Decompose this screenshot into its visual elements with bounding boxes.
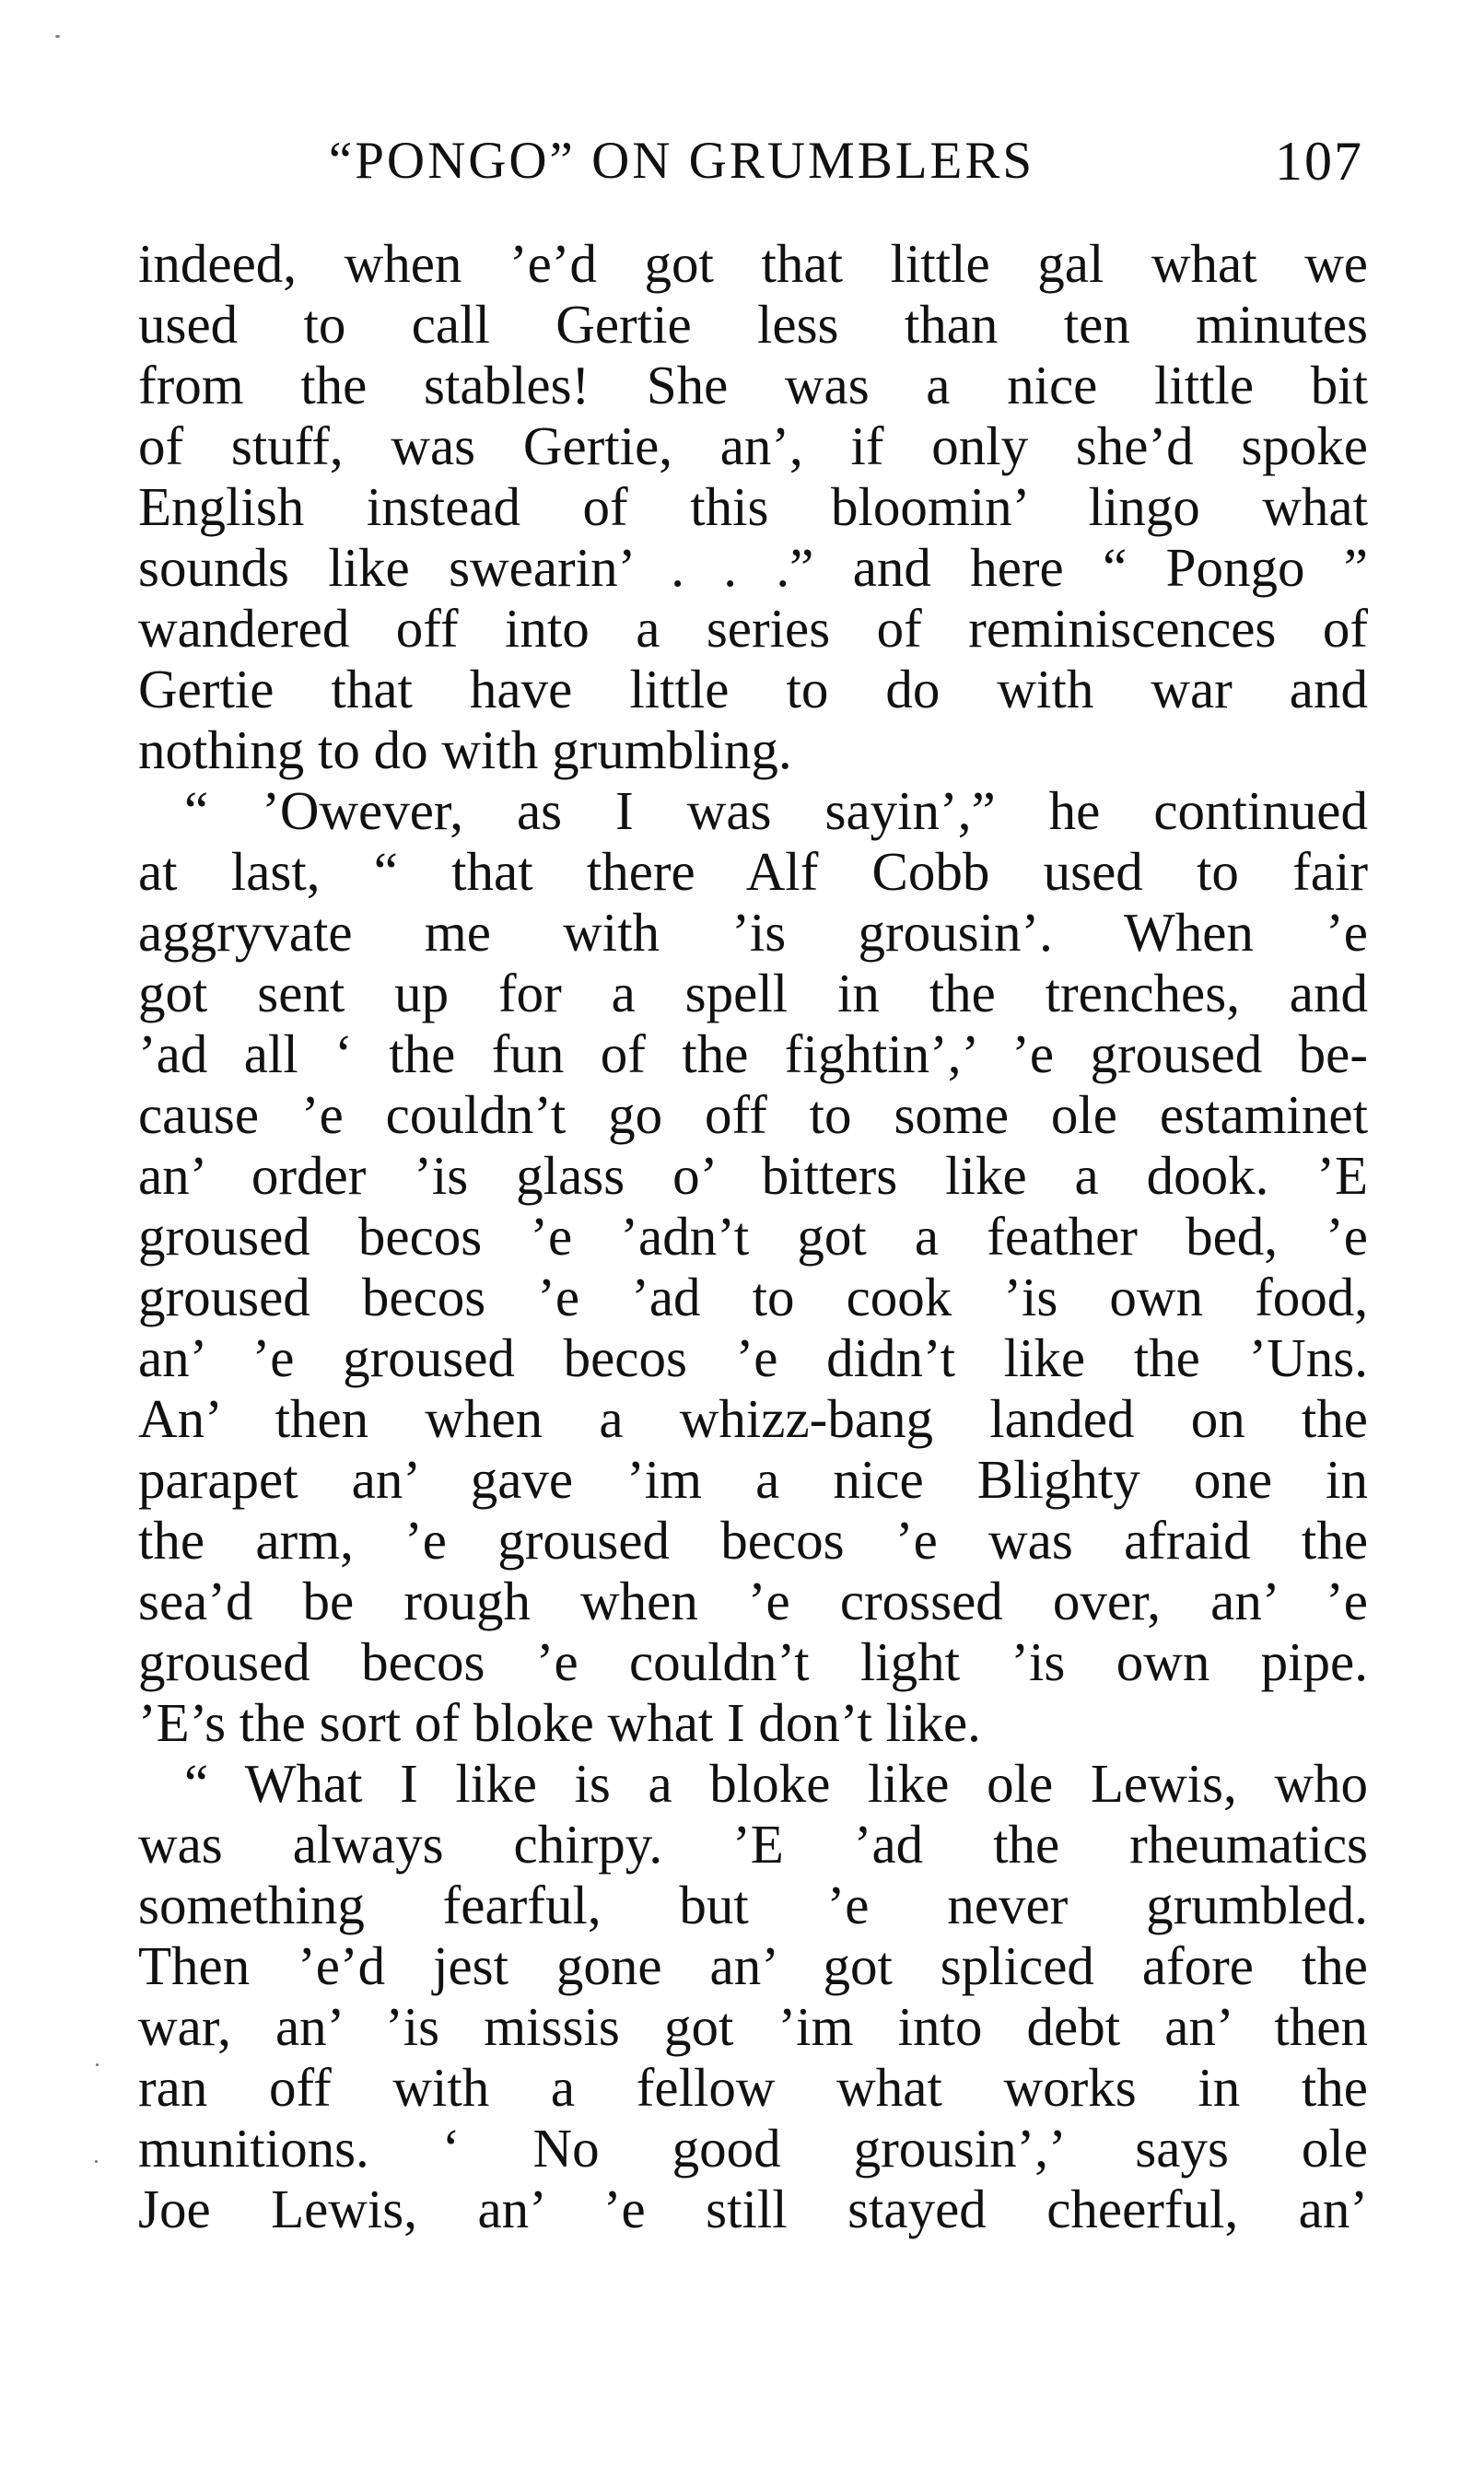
text-line: ’ad all ‘ the fun of the fightin’,’ ’e groused be-	[138, 1023, 1368, 1084]
text-line: of stuff, was Gertie, an’, if only she’d spoke	[138, 415, 1368, 476]
text-line: parapet an’ gave ’im a nice Blighty one in	[138, 1449, 1368, 1510]
text-line: English instead of this bloomin’ lingo what	[138, 476, 1368, 537]
text-line: “ ’Owever, as I was sayin’,” he continued	[184, 780, 1368, 841]
text-line: “ What I like is a bloke like ole Lewis, who	[184, 1753, 1368, 1814]
paper-speck	[55, 35, 60, 38]
body-text	[138, 233, 1368, 2239]
text-line: got sent up for a spell in the trenches, and	[138, 963, 1368, 1023]
text-line: indeed, when ’e’d got that little gal what we	[138, 233, 1368, 294]
running-title: “PONGO” ON GRUMBLERS	[328, 132, 1035, 190]
text-line: the arm, ’e groused becos ’e was afraid the	[138, 1510, 1368, 1571]
text-line: Then ’e’d jest gone an’ got spliced afore the	[138, 1935, 1368, 1996]
text-line: groused becos ’e ’ad to cook ’is own food,	[138, 1267, 1368, 1327]
page-number: 107	[1275, 131, 1363, 192]
text-line: something fearful, but ’e never grumbled.	[138, 1875, 1368, 1935]
text-line: ’E’s the sort of bloke what I don’t like.	[138, 1692, 981, 1753]
text-line: was always chirpy. ’E ’ad the rheumatics	[138, 1814, 1368, 1875]
text-line: cause ’e couldn’t go off to some ole estaminet	[138, 1084, 1368, 1145]
text-line: Joe Lewis, an’ ’e still stayed cheerful, an’	[138, 2179, 1368, 2239]
text-line: sounds like swearin’ . . .” and here “ Pongo ”	[138, 537, 1368, 598]
text-line: munitions. ‘ No good grousin’,’ says ole	[138, 2118, 1368, 2179]
text-line: an’ ’e groused becos ’e didn’t like the ’Uns.	[138, 1327, 1368, 1388]
paper-speck	[96, 2063, 99, 2066]
paper-speck	[95, 2160, 98, 2163]
text-line: groused becos ’e couldn’t light ’is own pipe.	[138, 1631, 1368, 1692]
text-line: aggryvate me with ’is grousin’. When ’e	[138, 902, 1368, 963]
text-line: used to call Gertie less than ten minutes	[138, 294, 1368, 355]
text-line: sea’d be rough when ’e crossed over, an’ ’e	[138, 1571, 1368, 1631]
text-line: wandered off into a series of reminiscences of	[138, 598, 1368, 659]
text-line: at last, “ that there Alf Cobb used to fair	[138, 841, 1368, 902]
text-line: nothing to do with grumbling.	[138, 719, 792, 780]
text-line: ran off with a fellow what works in the	[138, 2057, 1368, 2118]
text-line: Gertie that have little to do with war and	[138, 659, 1368, 719]
running-head	[138, 129, 1363, 212]
text-line: groused becos ’e ’adn’t got a feather bed, ’e	[138, 1206, 1368, 1267]
text-line: an’ order ’is glass o’ bitters like a dook. ’E	[138, 1145, 1368, 1206]
text-line: from the stables! She was a nice little bit	[138, 355, 1368, 415]
text-line: war, an’ ’is missis got ’im into debt an’ then	[138, 1996, 1368, 2057]
text-line: An’ then when a whizz-bang landed on the	[138, 1388, 1368, 1449]
